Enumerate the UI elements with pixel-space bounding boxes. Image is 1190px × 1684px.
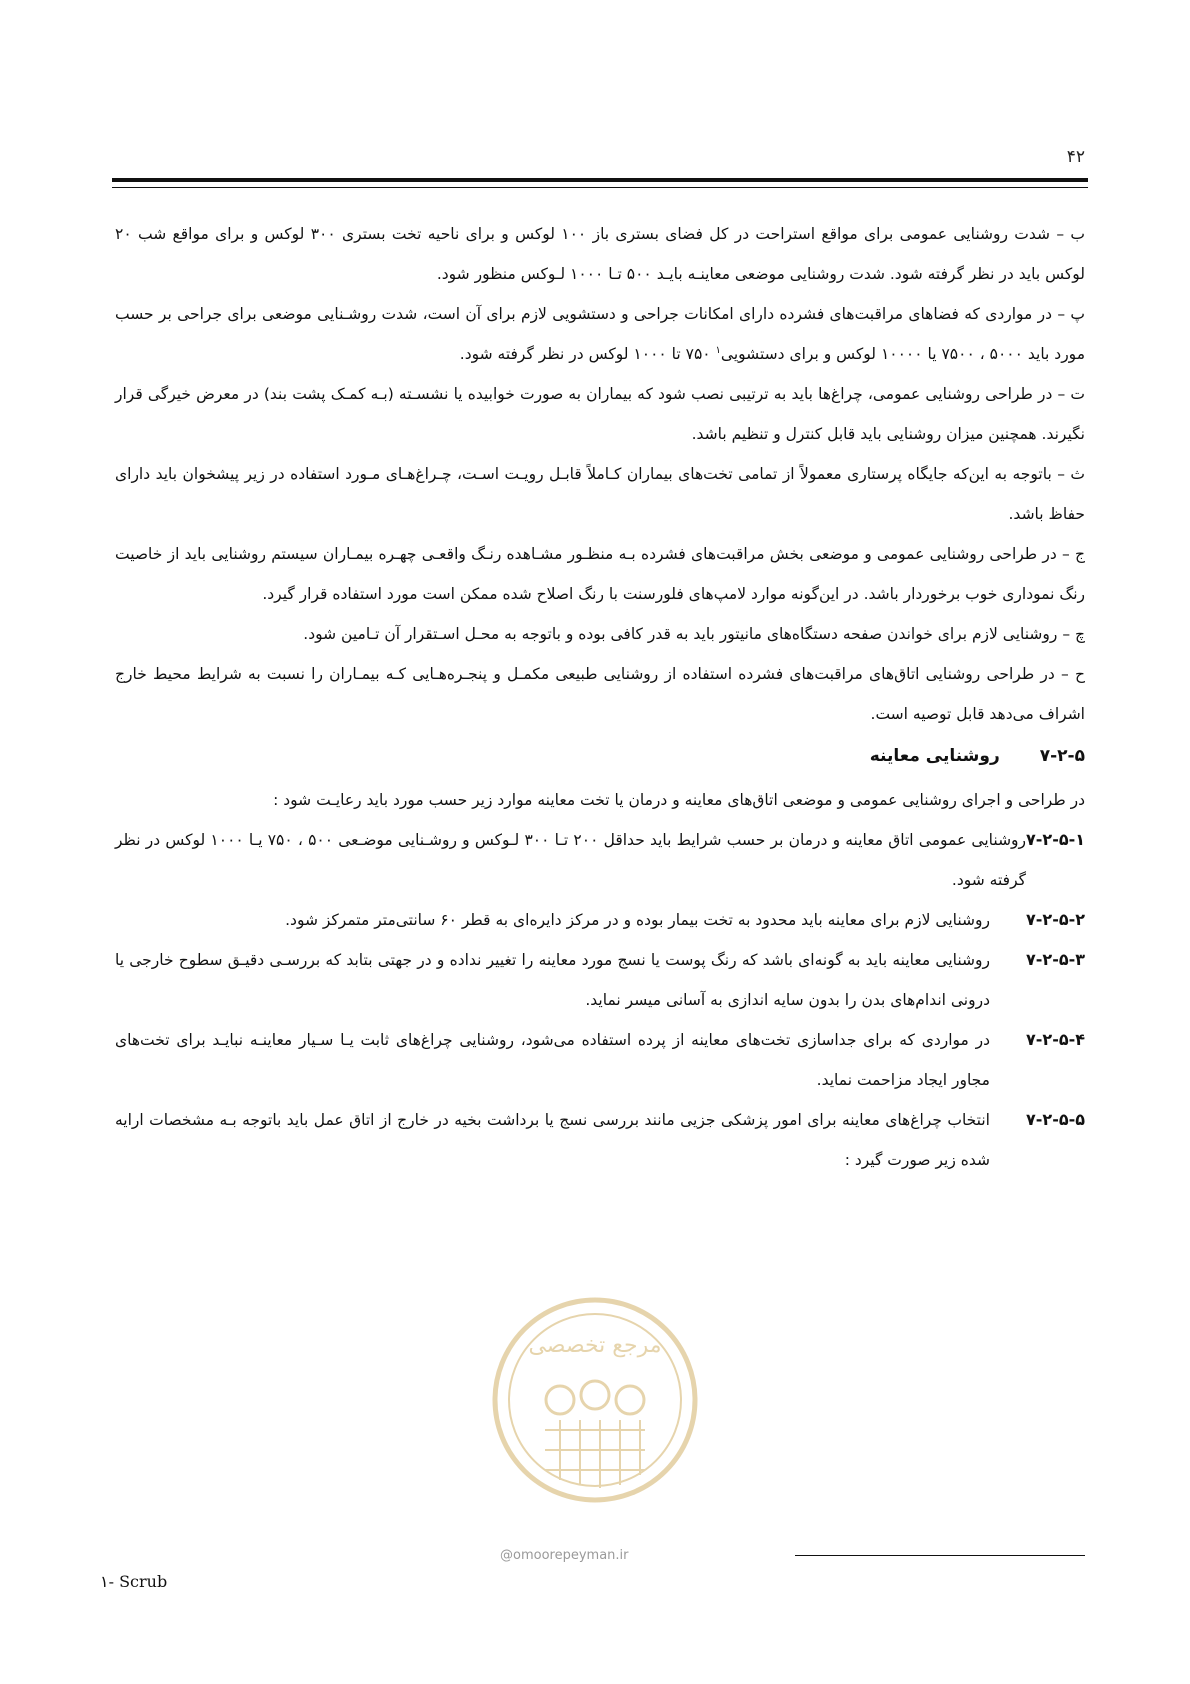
item-text: روشنایی لازم برای معاینه باید محدود به تخت بیمار بوده و در مرکز دایره‌ای به قطر ۶۰ سانتی‌متر متمرکز شود. xyxy=(285,911,990,929)
item-text: روشنایی معاینه باید به گونه‌ای باشد که رنگ پوست یا نسج مورد معاینه را تغییر نداده و در جهتی بتابد که بررسـی دقیـق سطوح خارجی یا درونی اندام‌های بدن را بدون سایه اندازی به آسانی میسر نماید. xyxy=(115,951,990,1009)
item-number: ۷-۲-۵-۴ xyxy=(1026,1030,1085,1049)
item-text: در مواردی که برای جداسازی تخت‌های معاینه از پرده استفاده می‌شود، روشنایی چراغ‌های ثابت یـا سـیار معاینـه نبایـد برای تخت‌های مجاور ایجاد مزاحمت نماید. xyxy=(115,1031,990,1089)
list-item xyxy=(115,900,1085,940)
item-text: روشنایی عمومی اتاق معاینه و درمان بر حسب شرایط باید حداقل ۲۰۰ تـا ۳۰۰ لـوکس و روشـنایی موضـعی ۵۰۰ ، ۷۵۰ یـا ۱۰۰۰ لوکس در نظر گرفته شود. xyxy=(115,831,1027,889)
section-heading xyxy=(115,736,1085,776)
paragraph-ch: چ – روشنایی لازم برای خواندن صفحه دستگاه‌های مانیتور باید به قدر کافی بوده و باتوجه به محـل اسـتقرار آن تـامین شود. xyxy=(303,625,1085,643)
section-intro: در طراحی و اجرای روشنایی عمومی و موضعی اتاق‌های معاینه و درمان یا تخت معاینه موارد زیر حسب مورد باید رعایـت شود : xyxy=(273,791,1085,809)
paragraph-p xyxy=(115,294,1085,374)
paragraph-b: ب – شدت روشنایی عمومی برای مواقع استراحت در کل فضای بستری باز ۱۰۰ لوکس و برای ناحیه تخت بستری ۳۰۰ لوکس و برای مواقع شب ۲۰ لوکس باید در نظر گرفته شود. شدت روشنایی موضعی معاینـه بایـد ۵۰۰ تـا ۱۰۰۰ لـوکس منظور شود. xyxy=(115,225,1085,283)
paragraph-p-text-end: ۷۵۰ تا ۱۰۰۰ لوکس در نظر گرفته شود. xyxy=(459,345,716,363)
item-number: ۷-۲-۵-۱ xyxy=(1026,830,1085,849)
page-number: ۴۲ xyxy=(1066,147,1085,167)
item-number: ۷-۲-۵-۵ xyxy=(1026,1110,1085,1129)
paragraph-t: ت – در طراحی روشنایی عمومی، چراغ‌ها باید به ترتیبی نصب شود که بیماران به صورت خوابیده یا نشسـته (بـه کمـک پشت بند) در معرض خیرگی قرار نگیرند. همچنین میزان روشنایی باید قابل کنترل و تنظیم باشد. xyxy=(115,385,1085,443)
watermark-url: @omoorepeyman.ir xyxy=(500,1548,629,1563)
footnote: ۱- Scrub xyxy=(100,1572,168,1591)
footnote-divider xyxy=(795,1555,1085,1556)
list-item xyxy=(115,1020,1085,1100)
item-number: ۷-۲-۵-۲ xyxy=(1026,910,1085,929)
header-rule-thin xyxy=(112,187,1088,188)
paragraph-p-text: پ – در مواردی که فضاهای مراقبت‌های فشرده دارای امکانات جراحی و دستشویی لازم برای آن است، شدت روشـنایی موضعی برای جراحی بر حسب مورد باید ۵۰۰۰ ، ۷۵۰۰ یا ۱۰۰۰۰ لوکس و برای دستشویی xyxy=(115,305,1085,363)
paragraph-h: ح – در طراحی روشنایی اتاق‌های مراقبت‌های فشرده استفاده از روشنایی طبیعی مکمـل و پنجـره‌هـایی کـه بیمـاران را نسبت به شرایط محیط خارج اشراف می‌دهد قابل توصیه است. xyxy=(115,665,1085,723)
list-item xyxy=(115,820,1085,900)
watermark-text: مرجع تخصصی xyxy=(528,1333,662,1358)
section-title: روشنایی معاینه xyxy=(869,746,1000,766)
footnote-reference[interactable]: ۱ xyxy=(715,344,721,356)
header-rule-thick xyxy=(112,178,1088,182)
paragraph-s: ث – باتوجه به این‌که جایگاه پرستاری معمولاً از تمامی تخت‌های بیماران کـاملاً قابـل رویـت اسـت، چـراغ‌هـای مـورد استفاده در زیر پیشخوان باید دارای حفاظ باشد. xyxy=(115,465,1085,523)
watermark-seal-icon xyxy=(485,1290,705,1510)
list-item xyxy=(115,1100,1085,1180)
item-text: انتخاب چراغ‌های معاینه برای امور پزشکی جزیی مانند بررسی نسج یا برداشت بخیه در خارج از اتاق عمل باید باتوجه بـه مشخصات ارایه شده زیر صورت گیرد : xyxy=(115,1111,990,1169)
paragraph-j: ج – در طراحی روشنایی عمومی و موضعی بخش مراقبت‌های فشرده بـه منظـور مشـاهده رنـگ واقعـی چهـره بیمـاران سیستم روشنایی باید از خاصیت رنگ نموداری خوب برخوردار باشد. در این‌گونه موارد لامپ‌های فلورسنت با رنگ اصلاح شده ممکن است مورد استفاده قرار گیرد. xyxy=(115,545,1085,603)
list-item xyxy=(115,940,1085,1020)
item-number: ۷-۲-۵-۳ xyxy=(1026,950,1085,969)
section-number: ۷-۲-۵ xyxy=(1039,746,1085,766)
document-body xyxy=(115,214,1085,1180)
